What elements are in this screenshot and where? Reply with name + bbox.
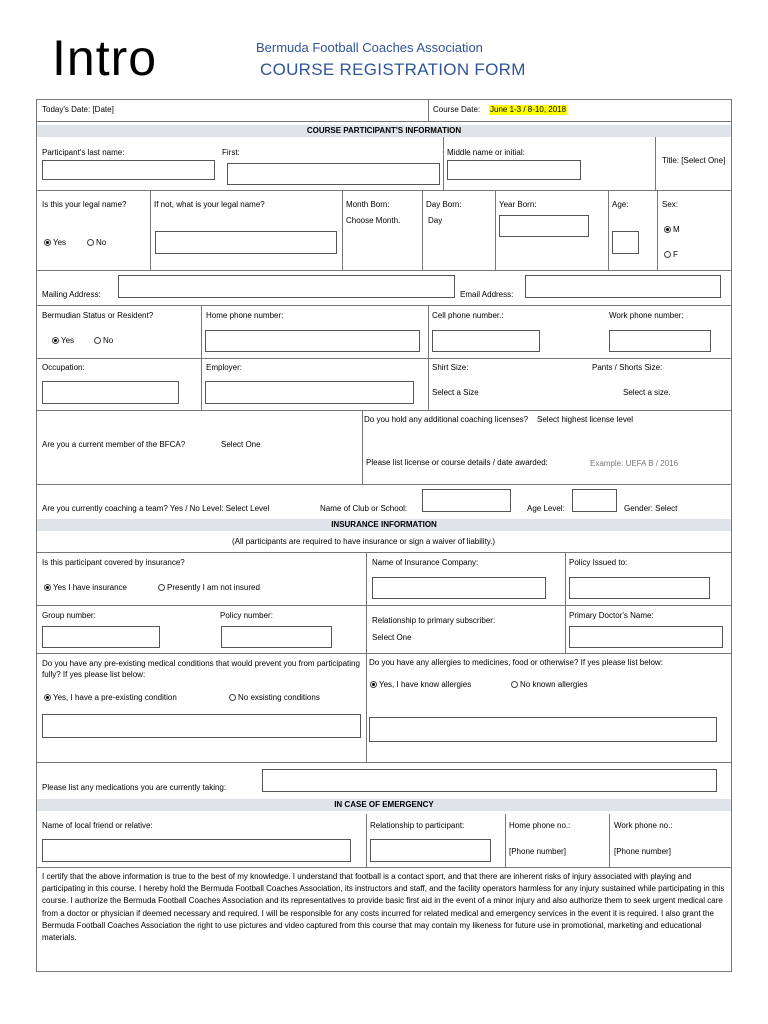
divider — [201, 305, 202, 410]
first-name-label: First: — [222, 148, 240, 157]
status-no-label: No — [103, 336, 114, 345]
certification-statement: I certify that the above information is true to the best of my knowledge. I understand that football is a contact sport, and that there are inherent risks of injury associated with playing and participating in this course. I hereby hold the Bermuda Football Coaches Association, its instructors and staff, and the facility operators harmless for any injury sustained while participating in this course. I authorize the Bermuda Football Coaches Association and its representatives to provide basic first aid in the event of a minor injury and also authorize them to seek urgent medical care from a doctor or physician if deemed necessary and required. I will be responsible for any costs incurred for related medical and emergency services in the event it is required. I also grant the Bermuda Football Coaches Association the right to use pictures and video captured from this course that may contain my likeness for future use in promotional, marketing and educational materials. — [42, 872, 725, 943]
divider — [366, 552, 367, 762]
work-phone-label: Work phone number: — [609, 311, 684, 320]
first-name-input[interactable] — [227, 163, 440, 185]
insurance-company-input[interactable] — [372, 577, 546, 599]
preexisting-no-label: No exsisting conditions — [238, 693, 320, 702]
insurance-no-label: Presently I am not insured — [167, 583, 260, 592]
radio-selected-icon[interactable] — [370, 681, 377, 688]
divider — [37, 653, 731, 654]
divider — [37, 484, 731, 485]
employer-label: Employer: — [206, 363, 243, 372]
radio-selected-icon[interactable] — [44, 584, 51, 591]
radio-icon[interactable] — [229, 694, 236, 701]
legal-no-label: No — [96, 238, 107, 247]
legal-yes-label: Yes — [53, 238, 67, 247]
status-no-option[interactable] — [94, 336, 113, 346]
bfca-member-select[interactable]: Select One — [221, 440, 261, 449]
club-school-input[interactable] — [422, 489, 511, 512]
divider — [362, 410, 363, 484]
divider — [366, 814, 367, 867]
insurance-yes-option[interactable] — [44, 583, 127, 593]
section-participant-header: COURSE PARTICIPANT'S INFORMATION — [37, 125, 731, 137]
pants-size-select[interactable]: Select a size. — [623, 388, 671, 397]
preexisting-question: Do you have any pre-existing medical conditions that would prevent you from participating fully? If yes please list below: — [42, 659, 360, 679]
emergency-friend-input[interactable] — [42, 839, 351, 862]
insurance-no-option[interactable] — [158, 583, 260, 593]
cell-phone-label: Cell phone number.: — [432, 311, 504, 320]
radio-selected-icon[interactable] — [52, 337, 59, 344]
licenses-question-label: Do you hold any additional coaching licenses? — [364, 415, 529, 424]
last-name-input[interactable] — [42, 160, 215, 180]
emergency-friend-label: Name of local friend or relative: — [42, 821, 153, 830]
emergency-relationship-input[interactable] — [370, 839, 491, 862]
radio-selected-icon[interactable] — [664, 226, 671, 233]
preexisting-yes-label: Yes, I have a pre-existing condition — [53, 693, 177, 702]
age-input[interactable] — [612, 231, 639, 254]
divider — [342, 190, 343, 270]
middle-name-label: Middle name or initial: — [447, 148, 525, 157]
month-select[interactable]: Choose Month. — [346, 216, 401, 225]
insurance-company-label: Name of Insurance Company: — [372, 558, 479, 567]
relationship-subscriber-select[interactable]: Select One — [372, 633, 412, 642]
mailing-address-label: Mailing Address: — [42, 290, 101, 299]
policy-number-label: Policy number: — [220, 611, 273, 620]
status-question: Bermudian Status or Resident? — [42, 311, 154, 320]
group-number-label: Group number: — [42, 611, 96, 620]
title-select[interactable]: Title: [Select One] — [662, 156, 726, 165]
divider — [37, 121, 731, 122]
email-address-label: Email Address: — [460, 290, 514, 299]
insurance-yes-label: Yes I have insurance — [53, 583, 127, 592]
intro-heading: Intro — [52, 30, 158, 86]
divider — [37, 410, 731, 411]
divider — [428, 99, 429, 121]
home-phone-label: Home phone number: — [206, 311, 284, 320]
course-date-label: Course Date: — [433, 105, 481, 114]
form-title: COURSE REGISTRATION FORM — [260, 60, 526, 79]
legal-no-option[interactable] — [87, 238, 106, 248]
emergency-relationship-label: Relationship to participant: — [370, 821, 465, 830]
allergy-yes-option[interactable] — [370, 680, 471, 690]
primary-doctor-input[interactable] — [569, 626, 723, 648]
pants-size-label: Pants / Shorts Size: — [592, 363, 663, 372]
group-number-input[interactable] — [42, 626, 160, 648]
age-label: Age: — [612, 200, 629, 209]
month-born-label: Month Born: — [346, 200, 390, 209]
divider — [505, 814, 506, 867]
emergency-home-phone-label: Home phone no.: — [509, 821, 571, 830]
divider — [37, 270, 731, 271]
allergy-question: Do you have any allergies to medicines, food or otherwise? If yes please list below: — [369, 658, 663, 667]
policy-number-input[interactable] — [221, 626, 332, 648]
insurance-note: (All participants are required to have insurance or sign a waiver of liability.) — [232, 537, 496, 546]
section-emergency-header: IN CASE OF EMERGENCY — [37, 799, 731, 811]
legal-name-question: Is this your legal name? — [42, 200, 127, 209]
home-phone-input[interactable] — [205, 330, 420, 352]
emergency-home-phone-value[interactable]: [Phone number] — [509, 847, 566, 856]
work-phone-input[interactable] — [609, 330, 711, 352]
insurance-covered-question: Is this participant covered by insurance? — [42, 558, 185, 567]
divider — [655, 133, 656, 190]
divider — [428, 305, 429, 410]
sex-label: Sex: — [662, 200, 679, 209]
last-name-label: Participant's last name: — [42, 148, 125, 157]
radio-selected-icon[interactable] — [44, 694, 51, 701]
medications-input[interactable] — [262, 769, 717, 792]
middle-name-input[interactable] — [447, 160, 581, 180]
age-level-label: Age Level: — [527, 504, 565, 513]
occupation-label: Occupation: — [42, 363, 85, 372]
allergy-no-option[interactable] — [511, 680, 588, 690]
status-yes-option[interactable] — [52, 336, 74, 346]
divider — [608, 190, 609, 270]
preexisting-yes-option[interactable] — [44, 693, 177, 703]
gender-select[interactable]: Gender: Select — [624, 504, 678, 513]
employer-input[interactable] — [205, 381, 414, 404]
sex-f-label: F — [673, 250, 678, 259]
day-born-label: Day Born: — [426, 200, 462, 209]
todays-date[interactable]: Today's Date: [Date] — [42, 105, 114, 114]
status-yes-label: Yes — [61, 336, 75, 345]
club-school-label: Name of Club or School: — [320, 504, 408, 513]
license-details-label: Please list license or course details / date awarded: — [366, 458, 548, 467]
divider — [37, 552, 731, 553]
year-born-label: Year Born: — [499, 200, 537, 209]
divider — [422, 190, 423, 270]
divider — [37, 762, 731, 763]
divider — [37, 358, 731, 359]
licenses-select[interactable]: Select highest license level — [537, 415, 634, 424]
emergency-work-phone-label: Work phone no.: — [614, 821, 673, 830]
legal-yes-option[interactable] — [44, 238, 66, 248]
preexisting-no-option[interactable] — [229, 693, 320, 703]
radio-icon[interactable] — [511, 681, 518, 688]
emergency-work-phone-value[interactable]: [Phone number] — [614, 847, 671, 856]
divider — [150, 190, 151, 270]
primary-doctor-label: Primary Doctor's Name: — [569, 611, 654, 620]
section-insurance-header: INSURANCE INFORMATION — [37, 519, 731, 531]
divider — [657, 190, 658, 270]
policy-issued-label: Policy Issued to: — [569, 558, 628, 567]
radio-selected-icon[interactable] — [44, 239, 51, 246]
sex-m-option[interactable] — [664, 225, 680, 235]
shirt-size-select[interactable]: Select a Size — [432, 388, 479, 397]
day-select[interactable]: Day — [428, 216, 443, 225]
age-level-input[interactable] — [572, 489, 617, 512]
license-details-example[interactable]: Example: UEFA B / 2016 — [590, 459, 679, 468]
divider — [609, 814, 610, 867]
allergy-yes-label: Yes, I have know allergies — [379, 680, 472, 689]
divider — [495, 190, 496, 270]
year-born-input[interactable] — [499, 215, 589, 237]
email-address-input[interactable] — [525, 275, 721, 298]
policy-issued-input[interactable] — [569, 577, 710, 599]
organization-name: Bermuda Football Coaches Association — [256, 40, 483, 55]
allergy-no-label: No known allergies — [520, 680, 588, 689]
licenses-question — [364, 415, 670, 425]
cell-phone-input[interactable] — [432, 330, 540, 352]
radio-icon[interactable] — [87, 239, 94, 246]
legal-name-if-not-label: If not, what is your legal name? — [154, 200, 265, 209]
relationship-subscriber-label: Relationship to primary subscriber: — [372, 616, 496, 625]
shirt-size-label: Shirt Size: — [432, 363, 469, 372]
divider — [37, 190, 731, 191]
preexisting-input[interactable] — [42, 714, 361, 738]
allergy-input[interactable] — [369, 717, 717, 742]
medications-label: Please list any medications you are currently taking: — [42, 783, 227, 792]
divider — [37, 605, 731, 606]
bfca-member-question: Are you a current member of the BFCA? — [42, 440, 186, 449]
sex-f-option[interactable] — [664, 250, 678, 260]
radio-icon[interactable] — [664, 251, 671, 258]
divider — [443, 133, 444, 190]
mailing-address-input[interactable] — [118, 275, 455, 298]
radio-icon[interactable] — [158, 584, 165, 591]
divider — [565, 552, 566, 653]
divider — [37, 305, 731, 306]
coaching-question[interactable]: Are you currently coaching a team? Yes / No Level: Select Level — [42, 504, 270, 513]
divider — [37, 867, 731, 868]
radio-icon[interactable] — [94, 337, 101, 344]
occupation-input[interactable] — [42, 381, 179, 404]
sex-m-label: M — [673, 225, 680, 234]
legal-name-input[interactable] — [155, 231, 337, 254]
course-date-value[interactable]: June 1-3 / 8-10, 2018 — [490, 105, 567, 114]
